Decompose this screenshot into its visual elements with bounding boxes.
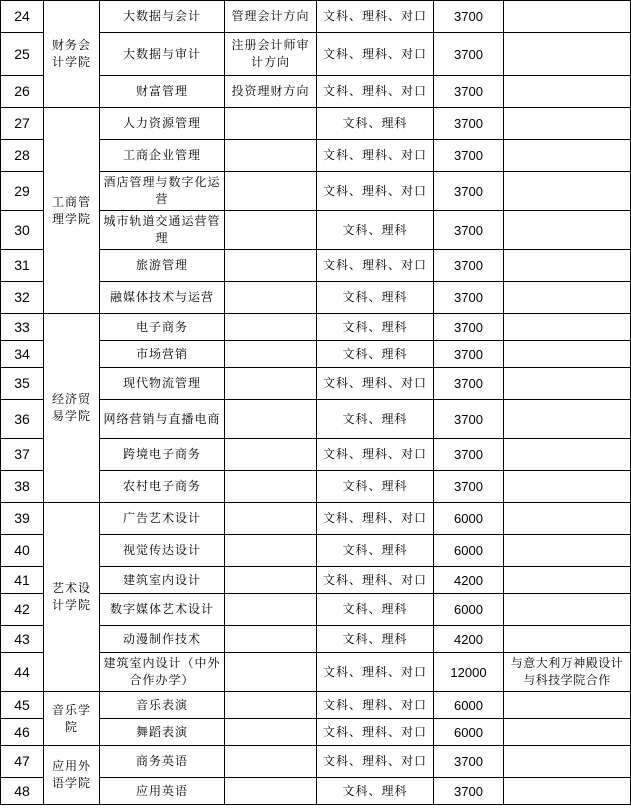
note-cell: [504, 33, 631, 76]
direction-cell: [225, 368, 317, 400]
direction-cell: [225, 594, 317, 626]
subjects-cell: 文科、理科: [317, 282, 434, 314]
table-row: [1, 746, 631, 778]
direction-cell: [225, 471, 317, 503]
tuition-fee-cell: 3700: [434, 108, 504, 140]
direction-cell: [225, 692, 317, 719]
major-cell: 大数据与会计: [100, 1, 225, 33]
note-cell: [504, 746, 631, 778]
tuition-fee-cell: 6000: [434, 535, 504, 567]
direction-cell: [225, 746, 317, 778]
tuition-fee-cell: 3700: [434, 140, 504, 172]
note-cell: [504, 211, 631, 250]
direction-cell: [225, 535, 317, 567]
subjects-cell: 文科、理科、对口: [317, 33, 434, 76]
note-cell: [504, 439, 631, 471]
row-number-cell: 44: [1, 653, 44, 692]
college-cell: 经济贸易学院: [44, 314, 100, 503]
direction-cell: [225, 140, 317, 172]
note-cell: [504, 108, 631, 140]
note-cell: [504, 626, 631, 653]
subjects-cell: 文科、理科、对口: [317, 746, 434, 778]
subjects-cell: 文科、理科: [317, 314, 434, 341]
subjects-cell: 文科、理科: [317, 535, 434, 567]
major-cell: 财富管理: [100, 76, 225, 108]
direction-cell: 注册会计师审计方向: [225, 33, 317, 76]
tuition-fee-cell: 6000: [434, 719, 504, 746]
major-cell: 市场营销: [100, 341, 225, 368]
tuition-fee-cell: 6000: [434, 594, 504, 626]
row-number-cell: 34: [1, 341, 44, 368]
row-number-cell: 37: [1, 439, 44, 471]
tuition-fee-cell: 3700: [434, 1, 504, 33]
subjects-cell: 文科、理科、对口: [317, 140, 434, 172]
direction-cell: [225, 719, 317, 746]
subjects-cell: 文科、理科: [317, 471, 434, 503]
direction-cell: [225, 778, 317, 805]
direction-cell: [225, 172, 317, 211]
row-number-cell: 24: [1, 1, 44, 33]
college-cell: 工商管理学院: [44, 108, 100, 314]
row-number-cell: 26: [1, 76, 44, 108]
row-number-cell: 46: [1, 719, 44, 746]
tuition-fee-cell: 3700: [434, 341, 504, 368]
major-cell: 建筑室内设计（中外合作办学）: [100, 653, 225, 692]
note-cell: [504, 341, 631, 368]
note-cell: [504, 282, 631, 314]
tuition-fee-cell: 6000: [434, 503, 504, 535]
row-number-cell: 25: [1, 33, 44, 76]
direction-cell: [225, 250, 317, 282]
subjects-cell: 文科、理科、对口: [317, 439, 434, 471]
major-cell: 舞蹈表演: [100, 719, 225, 746]
major-cell: 融媒体技术与运营: [100, 282, 225, 314]
enrollment-table-body: [1, 1, 631, 805]
tuition-fee-cell: 12000: [434, 653, 504, 692]
note-cell: [504, 140, 631, 172]
major-cell: 酒店管理与数字化运营: [100, 172, 225, 211]
direction-cell: 管理会计方向: [225, 1, 317, 33]
note-cell: [504, 368, 631, 400]
major-cell: 电子商务: [100, 314, 225, 341]
subjects-cell: 文科、理科、对口: [317, 692, 434, 719]
subjects-cell: 文科、理科、对口: [317, 172, 434, 211]
direction-cell: [225, 567, 317, 594]
row-number-cell: 38: [1, 471, 44, 503]
note-cell: [504, 778, 631, 805]
major-cell: 广告艺术设计: [100, 503, 225, 535]
direction-cell: [225, 653, 317, 692]
table-row: [1, 692, 631, 719]
major-cell: 现代物流管理: [100, 368, 225, 400]
major-cell: 音乐表演: [100, 692, 225, 719]
row-number-cell: 48: [1, 778, 44, 805]
tuition-fee-cell: 3700: [434, 778, 504, 805]
row-number-cell: 27: [1, 108, 44, 140]
major-cell: 动漫制作技术: [100, 626, 225, 653]
major-cell: 应用英语: [100, 778, 225, 805]
tuition-fee-cell: 3700: [434, 400, 504, 439]
direction-cell: [225, 282, 317, 314]
direction-cell: [225, 400, 317, 439]
row-number-cell: 39: [1, 503, 44, 535]
college-cell: 音乐学院: [44, 692, 100, 746]
row-number-cell: 47: [1, 746, 44, 778]
direction-cell: [225, 503, 317, 535]
note-cell: [504, 535, 631, 567]
note-cell: [504, 314, 631, 341]
major-cell: 人力资源管理: [100, 108, 225, 140]
major-cell: 数字媒体艺术设计: [100, 594, 225, 626]
major-cell: 城市轨道交通运营管理: [100, 211, 225, 250]
tuition-fee-cell: 6000: [434, 692, 504, 719]
tuition-fee-cell: 3700: [434, 746, 504, 778]
tuition-fee-cell: 3700: [434, 368, 504, 400]
subjects-cell: 文科、理科: [317, 626, 434, 653]
college-cell: 应用外语学院: [44, 746, 100, 805]
subjects-cell: 文科、理科、对口: [317, 567, 434, 594]
tuition-fee-cell: 3700: [434, 33, 504, 76]
major-cell: 跨境电子商务: [100, 439, 225, 471]
note-cell: 与意大利万神殿设计与科技学院合作: [504, 653, 631, 692]
subjects-cell: 文科、理科: [317, 341, 434, 368]
table-row: [1, 503, 631, 535]
note-cell: [504, 76, 631, 108]
subjects-cell: 文科、理科: [317, 594, 434, 626]
tuition-fee-cell: 3700: [434, 172, 504, 211]
direction-cell: [225, 626, 317, 653]
major-cell: 农村电子商务: [100, 471, 225, 503]
major-cell: 商务英语: [100, 746, 225, 778]
note-cell: [504, 567, 631, 594]
direction-cell: [225, 108, 317, 140]
tuition-fee-cell: 3700: [434, 250, 504, 282]
table-row: [1, 314, 631, 341]
row-number-cell: 36: [1, 400, 44, 439]
row-number-cell: 33: [1, 314, 44, 341]
direction-cell: [225, 439, 317, 471]
note-cell: [504, 400, 631, 439]
row-number-cell: 43: [1, 626, 44, 653]
major-cell: 建筑室内设计: [100, 567, 225, 594]
major-cell: 视觉传达设计: [100, 535, 225, 567]
note-cell: [504, 503, 631, 535]
row-number-cell: 28: [1, 140, 44, 172]
table-row: [1, 1, 631, 33]
subjects-cell: 文科、理科、对口: [317, 503, 434, 535]
subjects-cell: 文科、理科、对口: [317, 368, 434, 400]
tuition-fee-cell: 3700: [434, 471, 504, 503]
note-cell: [504, 250, 631, 282]
subjects-cell: 文科、理科: [317, 778, 434, 805]
note-cell: [504, 172, 631, 211]
note-cell: [504, 719, 631, 746]
tuition-fee-cell: 3700: [434, 282, 504, 314]
subjects-cell: 文科、理科: [317, 108, 434, 140]
table-row: [1, 108, 631, 140]
tuition-fee-cell: 3700: [434, 76, 504, 108]
direction-cell: [225, 341, 317, 368]
direction-cell: [225, 314, 317, 341]
major-cell: 工商企业管理: [100, 140, 225, 172]
row-number-cell: 45: [1, 692, 44, 719]
subjects-cell: 文科、理科、对口: [317, 719, 434, 746]
subjects-cell: 文科、理科: [317, 211, 434, 250]
note-cell: [504, 471, 631, 503]
row-number-cell: 40: [1, 535, 44, 567]
college-cell: 财务会计学院: [44, 1, 100, 108]
row-number-cell: 41: [1, 567, 44, 594]
row-number-cell: 42: [1, 594, 44, 626]
subjects-cell: 文科、理科、对口: [317, 76, 434, 108]
row-number-cell: 29: [1, 172, 44, 211]
subjects-cell: 文科、理科、对口: [317, 250, 434, 282]
note-cell: [504, 1, 631, 33]
subjects-cell: 文科、理科、对口: [317, 1, 434, 33]
row-number-cell: 31: [1, 250, 44, 282]
direction-cell: [225, 211, 317, 250]
note-cell: [504, 692, 631, 719]
tuition-fee-cell: 3700: [434, 439, 504, 471]
note-cell: [504, 594, 631, 626]
tuition-fee-cell: 4200: [434, 626, 504, 653]
row-number-cell: 32: [1, 282, 44, 314]
tuition-fee-cell: 3700: [434, 211, 504, 250]
subjects-cell: 文科、理科、对口: [317, 653, 434, 692]
subjects-cell: 文科、理科: [317, 400, 434, 439]
major-cell: 网络营销与直播电商: [100, 400, 225, 439]
tuition-fee-cell: 3700: [434, 314, 504, 341]
major-cell: 旅游管理: [100, 250, 225, 282]
tuition-fee-cell: 4200: [434, 567, 504, 594]
major-cell: 大数据与审计: [100, 33, 225, 76]
direction-cell: 投资理财方向: [225, 76, 317, 108]
college-cell: 艺术设计学院: [44, 503, 100, 692]
row-number-cell: 30: [1, 211, 44, 250]
row-number-cell: 35: [1, 368, 44, 400]
